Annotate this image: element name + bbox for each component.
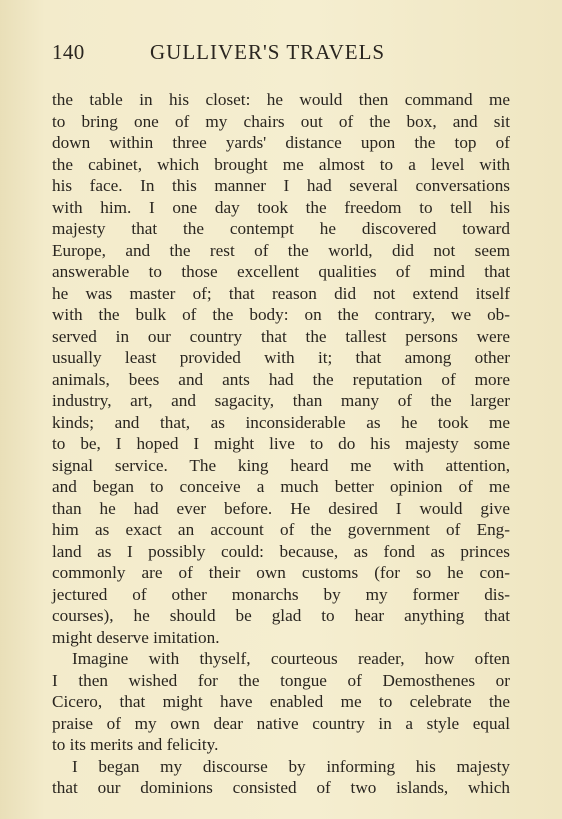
text-line: he was master of; that reason did not extend itself [52,283,510,303]
text-line: answerable to those excellent qualities of mind that [52,262,510,281]
text-line: and began to conceive a much better opinion of me [52,477,510,496]
text-line: Europe, and the rest of the world, did not seem [52,240,510,260]
text-line: him as exact an account of the government of Eng- [52,520,510,539]
text-line: I then wished for the tongue of Demosthenes or [52,670,510,690]
running-title: GULLIVER'S TRAVELS [150,40,386,64]
text-line: with him. I one day took the freedom to tell his [52,197,510,217]
text-line: Cicero, that might have enabled me to celebrate the [52,692,510,711]
text-line: industry, art, and sagacity, than many of the larger [52,391,510,410]
text-line: with the bulk of the body: on the contrary, we ob- [52,305,510,324]
text-line: jectured of other monarchs by my former dis- [52,584,510,604]
text-line: signal service. The king heard me with attention, [52,455,510,475]
text-line: praise of my own dear native country in a style equal [52,713,510,733]
text-line: to its merits and felicity. [52,735,219,754]
text-line: served in our country that the tallest persons were [52,326,510,346]
text-line: animals, bees and ants had the reputation of more [52,369,510,389]
text-line: his face. In this manner I had several conversations [52,176,510,195]
text-line: land as I possibly could: because, as fond as princes [52,541,510,561]
paragraph [52,648,510,756]
text-line: the cabinet, which brought me almost to a level with [52,154,510,174]
text-line: down within three yards' distance upon the top of [52,133,510,152]
text-line: might deserve imitation. [52,627,220,647]
text-line: I began my discourse by informing his majesty [72,756,510,776]
page-number: 140 [52,40,85,64]
text-line: that our dominions consisted of two islands, which [52,778,510,797]
text-line: to be, I hoped I might live to do his majesty some [52,434,510,453]
body-text [52,89,510,799]
paragraph [52,756,510,799]
text-line: Imagine with thyself, courteous reader, how often [72,649,510,668]
text-line: than he had ever before. He desired I would give [52,498,510,518]
text-line: the table in his closet: he would then command me [52,90,510,109]
text-line: kinds; and that, as inconsiderable as he took me [52,412,510,432]
text-line: courses), he should be glad to hear anything that [52,606,510,625]
text-line: commonly are of their own customs (for so he con- [52,563,510,582]
paragraph [52,89,510,648]
text-line: usually least provided with it; that among other [52,348,510,367]
running-header [52,40,512,72]
text-line: to bring one of my chairs out of the box, and sit [52,111,510,131]
text-line: majesty that the contempt he discovered toward [52,219,510,238]
